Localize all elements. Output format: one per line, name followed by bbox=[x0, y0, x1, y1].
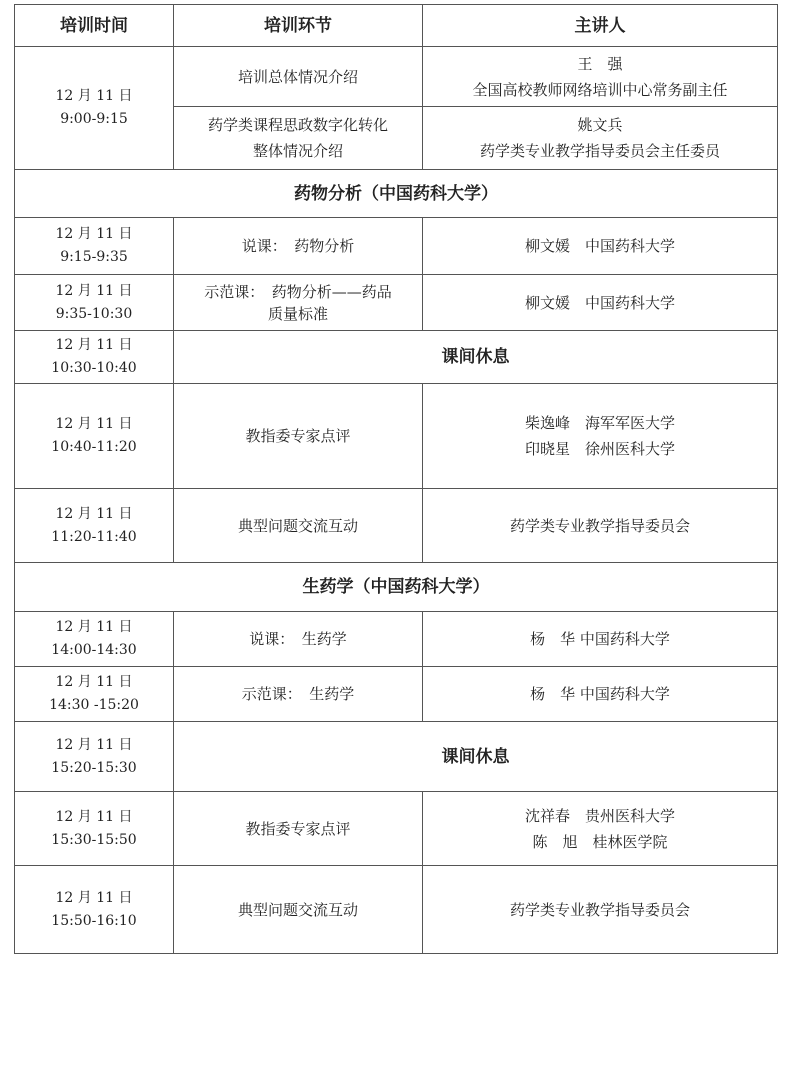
segment-line: 药学类课程思政数字化转化 bbox=[207, 116, 388, 134]
date-text: 12 月 11 日 bbox=[55, 505, 133, 522]
segment-cell: 教指委专家点评 bbox=[174, 792, 423, 866]
time-cell bbox=[15, 612, 174, 667]
date-text: 12 月 11 日 bbox=[55, 808, 133, 825]
speaker-title: 全国高校教师网络培训中心常务副主任 bbox=[472, 80, 728, 99]
speaker-cell: 药学类专业教学指导委员会 bbox=[423, 866, 778, 954]
date-text: 12 月 11 日 bbox=[55, 226, 133, 242]
time-cell bbox=[15, 489, 174, 563]
segment-cell: 典型问题交流互动 bbox=[174, 866, 423, 954]
time-text: 10:30-10:40 bbox=[51, 360, 137, 376]
speaker-cell bbox=[423, 792, 778, 866]
time-text: 15:20-15:30 bbox=[51, 759, 137, 776]
speaker-cell: 杨 华 中国药科大学 bbox=[423, 667, 778, 722]
time-text: 14:00-14:30 bbox=[51, 642, 137, 658]
date-text: 12 月 11 日 bbox=[55, 619, 133, 635]
time-text: 9:00-9:15 bbox=[60, 111, 128, 127]
speaker-cell bbox=[423, 384, 778, 489]
table-row bbox=[15, 792, 778, 866]
speaker-cell: 药学类专业教学指导委员会 bbox=[423, 489, 778, 563]
segment-line: 示范课： 药物分析——药品 bbox=[204, 282, 392, 301]
speaker-line: 柴逸峰 海军军医大学 bbox=[524, 414, 675, 432]
table-row bbox=[15, 47, 778, 107]
time-cell bbox=[15, 384, 174, 489]
time-cell bbox=[15, 331, 174, 384]
segment-line: 质量标准 bbox=[267, 304, 328, 323]
speaker-cell bbox=[423, 107, 778, 170]
section-title: 药物分析（中国药科大学） bbox=[15, 170, 778, 218]
time-text: 14:30 -15:20 bbox=[49, 697, 139, 713]
table-row bbox=[15, 275, 778, 331]
date-text: 12 月 11 日 bbox=[55, 416, 133, 432]
speaker-cell: 柳文媛 中国药科大学 bbox=[423, 275, 778, 331]
table-row bbox=[15, 218, 778, 275]
speaker-line: 陈 旭 桂林医学院 bbox=[532, 832, 668, 851]
time-text: 10:40-11:20 bbox=[51, 439, 137, 455]
break-label: 课间休息 bbox=[174, 722, 778, 792]
time-cell bbox=[15, 47, 174, 170]
segment-cell: 说课： 生药学 bbox=[174, 612, 423, 667]
speaker-cell: 杨 华 中国药科大学 bbox=[423, 612, 778, 667]
segment-line: 整体情况介绍 bbox=[252, 142, 343, 160]
time-cell bbox=[15, 275, 174, 331]
date-text: 12 月 11 日 bbox=[55, 282, 133, 299]
header-row bbox=[15, 5, 778, 47]
table-row bbox=[15, 866, 778, 954]
section-header-row bbox=[15, 170, 778, 218]
segment-cell: 说课： 药物分析 bbox=[174, 218, 423, 275]
date-text: 12 月 11 日 bbox=[55, 88, 133, 104]
header-time: 培训时间 bbox=[15, 5, 174, 47]
section-header-row bbox=[15, 563, 778, 612]
table-row bbox=[15, 489, 778, 563]
date-text: 12 月 11 日 bbox=[55, 674, 133, 690]
segment-cell: 示范课： 生药学 bbox=[174, 667, 423, 722]
section-title: 生药学（中国药科大学） bbox=[15, 563, 778, 612]
date-text: 12 月 11 日 bbox=[55, 889, 133, 906]
segment-cell: 教指委专家点评 bbox=[174, 384, 423, 489]
segment-cell: 典型问题交流互动 bbox=[174, 489, 423, 563]
header-speaker: 主讲人 bbox=[423, 5, 778, 47]
break-row bbox=[15, 722, 778, 792]
speaker-title: 药学类专业教学指导委员会主任委员 bbox=[479, 142, 720, 160]
break-label: 课间休息 bbox=[174, 331, 778, 384]
training-schedule-table bbox=[14, 4, 778, 954]
segment-cell bbox=[174, 107, 423, 170]
table-row bbox=[15, 384, 778, 489]
time-text: 15:50-16:10 bbox=[51, 912, 137, 929]
time-cell bbox=[15, 218, 174, 275]
table-row bbox=[15, 612, 778, 667]
time-cell bbox=[15, 667, 174, 722]
speaker-cell bbox=[423, 47, 778, 107]
time-text: 9:15-9:35 bbox=[60, 249, 128, 265]
speaker-name: 王 强 bbox=[577, 54, 623, 73]
time-cell bbox=[15, 792, 174, 866]
table-row bbox=[15, 667, 778, 722]
break-row bbox=[15, 331, 778, 384]
date-text: 12 月 11 日 bbox=[55, 736, 133, 753]
segment-cell bbox=[174, 275, 423, 331]
time-text: 9:35-10:30 bbox=[55, 305, 133, 322]
segment-cell: 培训总体情况介绍 bbox=[174, 47, 423, 107]
speaker-line: 印晓星 徐州医科大学 bbox=[524, 440, 675, 458]
speaker-cell: 柳文媛 中国药科大学 bbox=[423, 218, 778, 275]
time-cell bbox=[15, 866, 174, 954]
header-segment: 培训环节 bbox=[174, 5, 423, 47]
time-cell bbox=[15, 722, 174, 792]
time-text: 15:30-15:50 bbox=[51, 831, 137, 848]
speaker-name: 姚文兵 bbox=[577, 116, 623, 134]
date-text: 12 月 11 日 bbox=[55, 337, 133, 353]
speaker-line: 沈祥春 贵州医科大学 bbox=[524, 806, 675, 825]
time-text: 11:20-11:40 bbox=[51, 528, 137, 545]
